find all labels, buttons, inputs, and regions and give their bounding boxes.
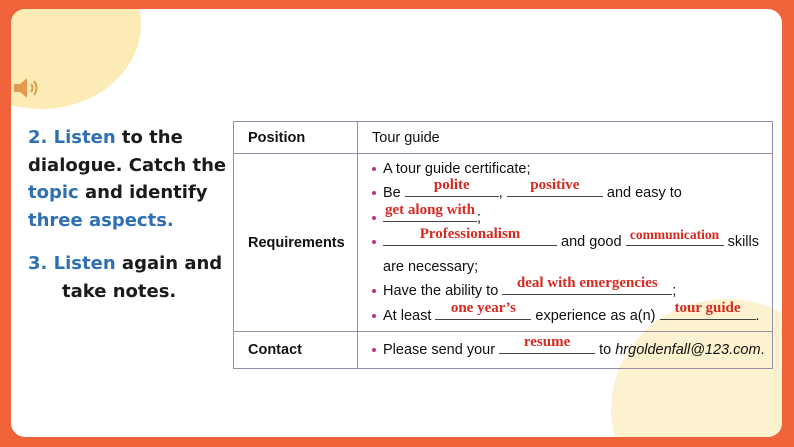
list-item [372, 226, 772, 279]
req-text: experience as a(n) [535, 307, 656, 324]
instruction-text: again and [121, 253, 223, 274]
row-label: Position [234, 122, 358, 154]
instruction-item-2 [28, 124, 228, 234]
answer-blank[interactable] [405, 177, 499, 197]
email-address: hrgoldenfall@123.com [615, 341, 761, 358]
answer-resume: resume [523, 333, 571, 350]
req-text: A tour guide certificate; [383, 160, 531, 177]
requirements-cell [358, 154, 773, 332]
req-text: and good [561, 234, 622, 251]
answer-blank[interactable] [626, 227, 724, 246]
contact-text: . [760, 341, 765, 358]
position-value: Tour guide [358, 122, 773, 154]
speaker-icon[interactable] [12, 76, 42, 100]
answer-blank[interactable] [435, 299, 531, 320]
contact-list [372, 333, 772, 363]
answer-blank[interactable] [507, 177, 603, 197]
req-text: ; [477, 209, 482, 226]
answer-blank[interactable] [499, 333, 595, 354]
requirements-list [372, 157, 772, 329]
answer-communication: communication [629, 227, 720, 243]
answer-positive: positive [530, 177, 580, 194]
req-text: Be [383, 185, 401, 202]
req-text: , [498, 185, 503, 202]
answer-tour-guide: tour guide [674, 299, 741, 316]
instruction-number: 3. [28, 253, 48, 274]
answer-deal-with-emergencies: deal with emergencies [516, 275, 658, 292]
contact-text: to [599, 341, 612, 358]
list-item [372, 299, 772, 329]
contact-cell [358, 332, 773, 369]
answer-blank[interactable] [660, 299, 756, 320]
keyword-three-aspects: three aspects. [28, 209, 174, 231]
instruction-item-3 [28, 250, 228, 278]
row-label: Contact [234, 332, 358, 369]
req-text: Have the ability to [383, 283, 499, 300]
req-text: skills [727, 234, 759, 251]
instruction-text: to the dialogue. Catch the [28, 127, 227, 176]
table-row-requirements [234, 154, 773, 332]
job-info-table [233, 121, 773, 369]
instruction-number: 2. [28, 127, 48, 148]
instruction-text: take notes. [62, 280, 177, 302]
table-row-position [234, 122, 773, 154]
answer-get-along-with: get along with [385, 201, 475, 218]
req-text: At least [383, 307, 432, 324]
req-text: . [755, 307, 760, 324]
list-item [372, 333, 772, 363]
instruction-text: and identify [84, 182, 208, 203]
req-text: are necessary; [383, 258, 479, 275]
answer-one-years: one year’s [450, 299, 516, 316]
keyword-listen: Listen [53, 253, 116, 274]
req-text: ; [672, 283, 677, 300]
answer-blank[interactable] [383, 201, 477, 222]
answer-blank[interactable] [502, 275, 672, 295]
req-text: and easy to [606, 185, 682, 202]
row-label: Requirements [234, 154, 358, 332]
contact-text: Please send your [383, 341, 496, 358]
table-row-contact [234, 332, 773, 369]
instructions [28, 124, 228, 305]
answer-polite: polite [433, 177, 470, 194]
keyword-listen: Listen [53, 127, 116, 148]
keyword-topic: topic [28, 182, 79, 203]
answer-professionalism: Professionalism [419, 226, 521, 243]
answer-blank[interactable] [383, 226, 557, 246]
